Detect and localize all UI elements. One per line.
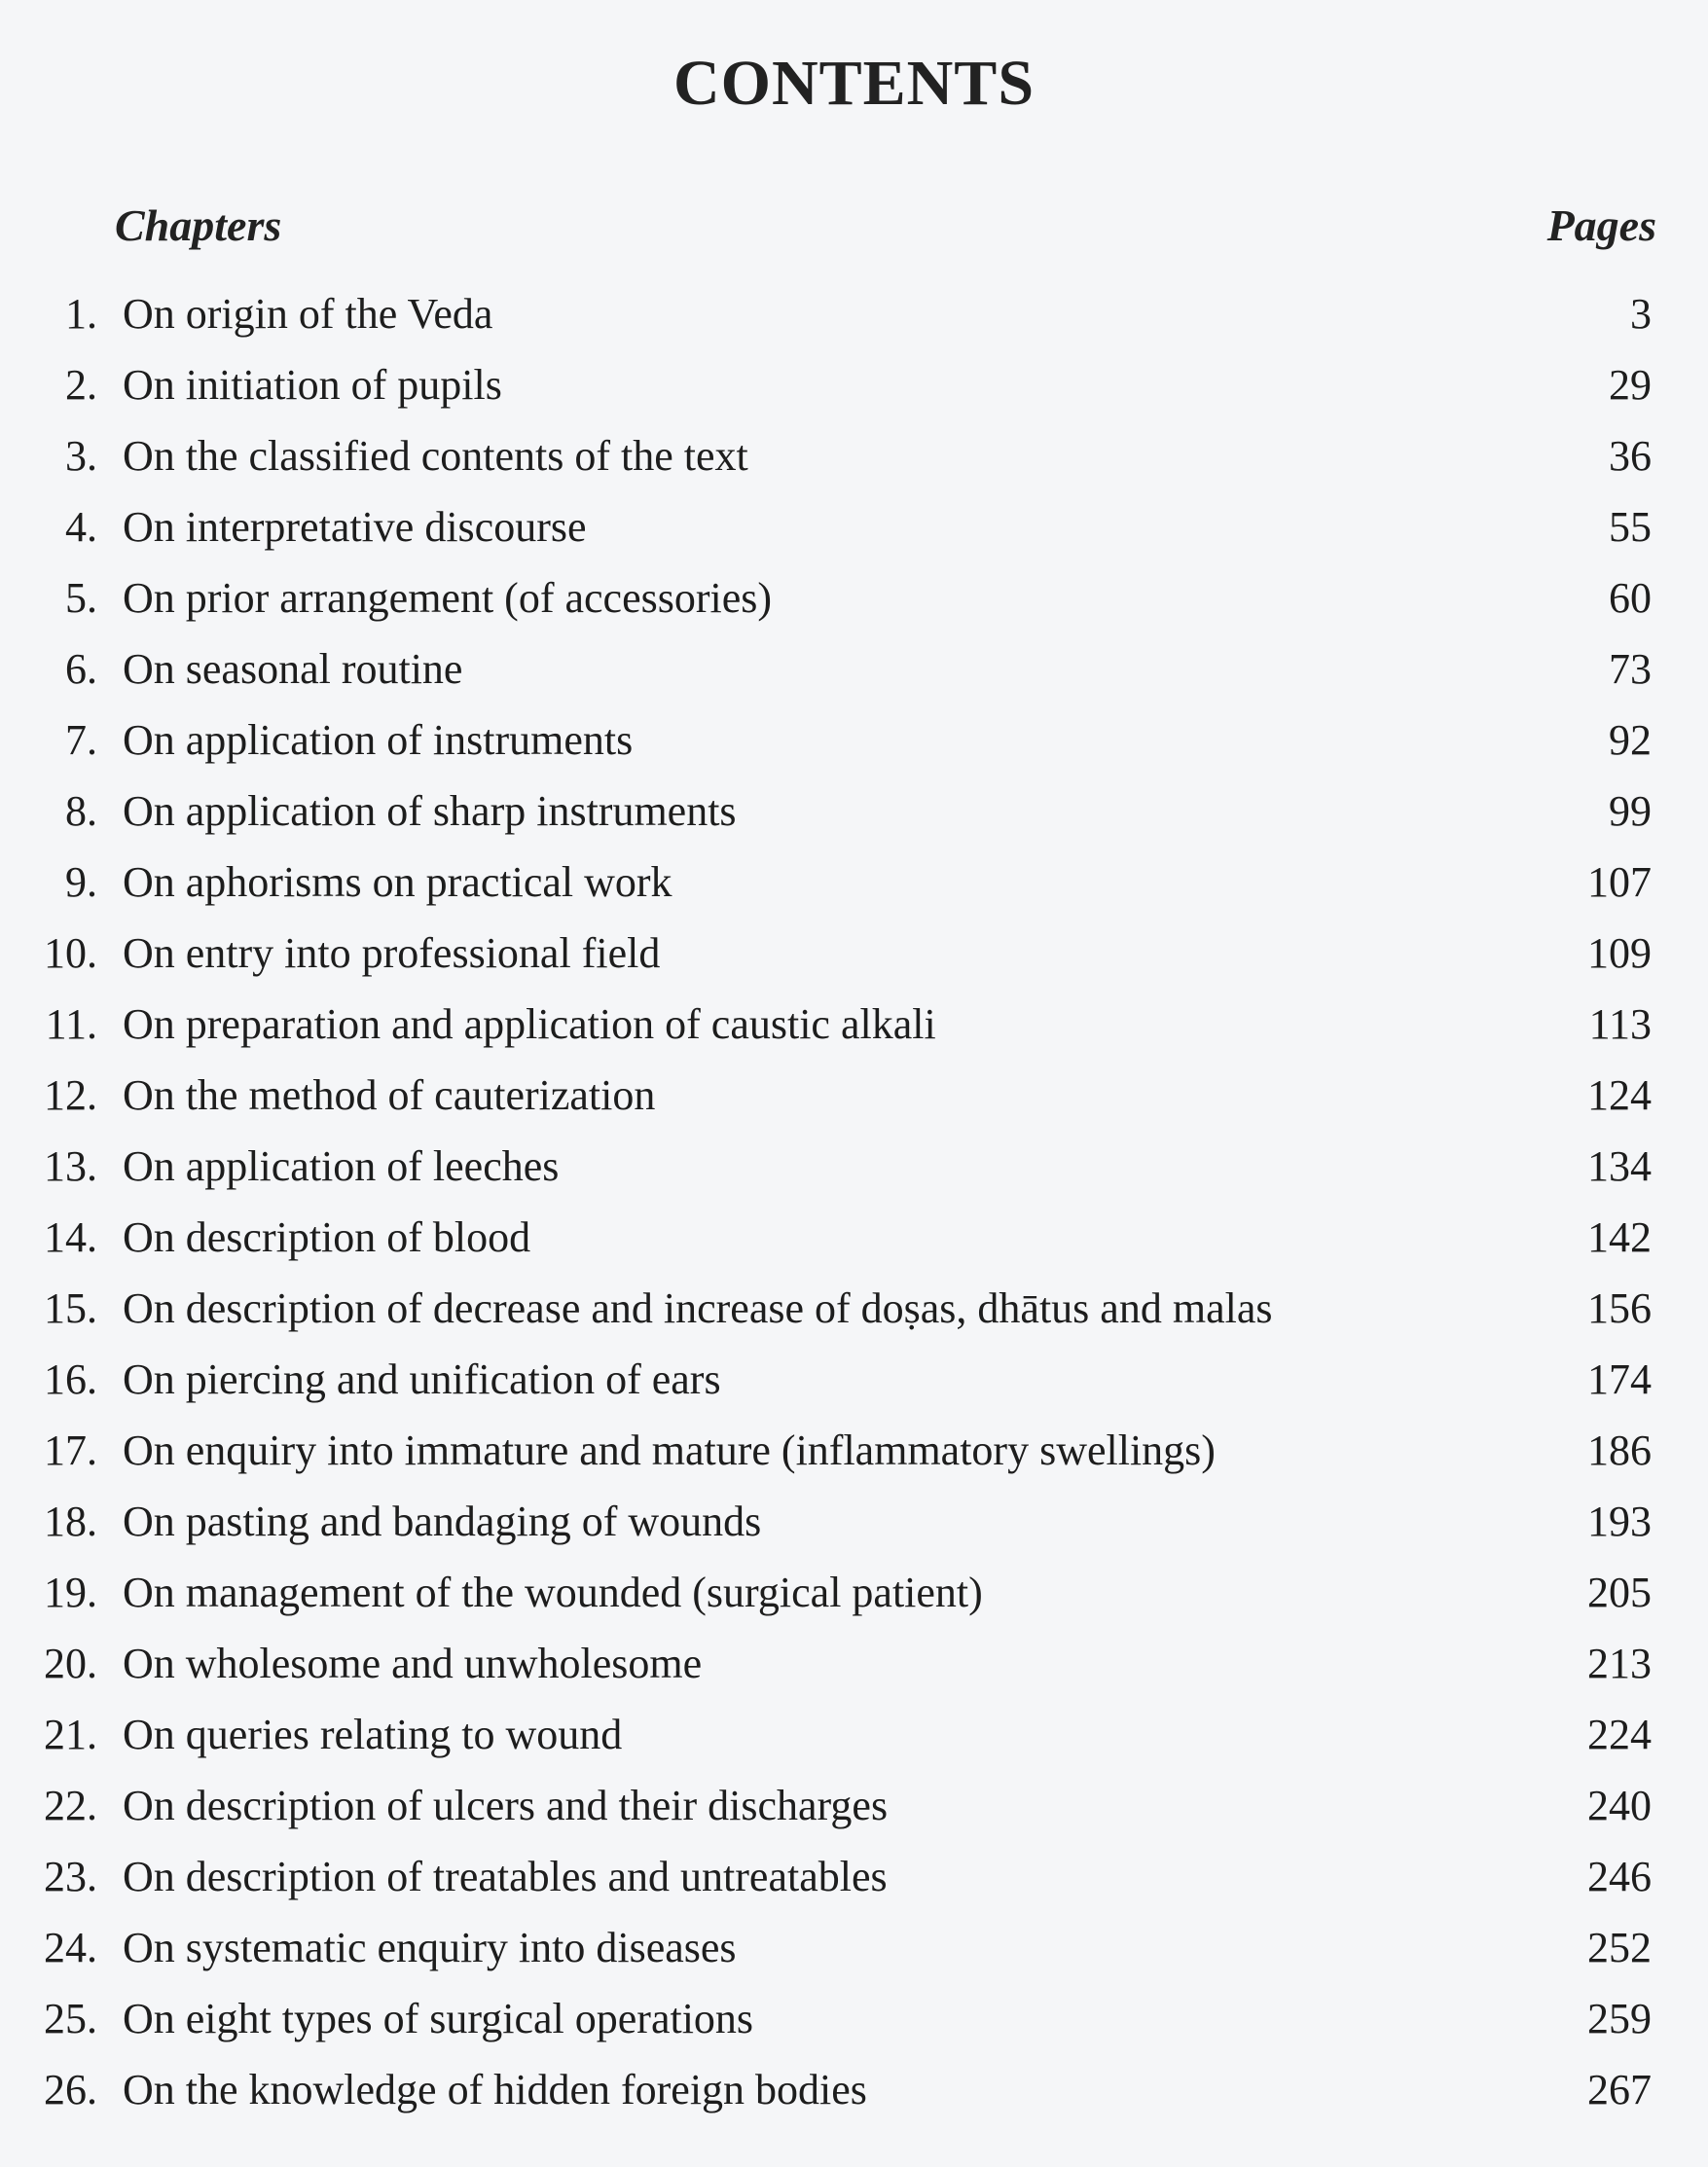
chapter-page-number: 142 [1587,1213,1652,1261]
chapter-number: 11. [45,1000,97,1048]
chapter-number: 9. [65,858,97,906]
chapter-number: 24. [44,1924,97,1971]
chapter-title: On wholesome and unwholesome [123,1640,703,1687]
chapter-title: On preparation and application of caustic alkali [123,1000,936,1048]
chapter-page-number: 107 [1587,858,1652,906]
chapter-page-number: 73 [1609,645,1652,693]
chapter-number: 7. [65,716,97,764]
toc-entry [0,704,1708,776]
toc-entry [0,1131,1708,1202]
chapter-number: 12. [44,1071,97,1119]
chapter-title: On description of ulcers and their discharges [123,1782,889,1829]
chapter-page-number: 267 [1587,2066,1652,2113]
toc-entry [0,349,1708,420]
chapter-title: On the classified contents of the text [123,432,748,480]
toc-entry [0,1557,1708,1628]
chapter-number: 10. [44,929,97,977]
chapter-page-number: 36 [1609,432,1652,480]
pages-column-header: Pages [1546,200,1656,250]
chapter-page-number: 213 [1587,1640,1652,1687]
chapter-title: On origin of the Veda [123,290,493,338]
chapter-title: On enquiry into immature and mature (inflammatory swellings) [123,1427,1216,1474]
chapter-page-number: 240 [1587,1782,1652,1829]
chapter-number: 6. [65,645,97,693]
chapter-number: 25. [44,1995,97,2042]
chapter-title: On the knowledge of hidden foreign bodies [123,2066,867,2113]
chapter-title: On eight types of surgical operations [123,1995,754,2042]
toc-entry [0,1983,1708,2054]
toc-entry [0,633,1708,704]
chapter-page-number: 246 [1587,1853,1652,1900]
chapter-page-number: 92 [1609,716,1652,764]
toc-entry [0,1415,1708,1486]
chapter-title: On aphorisms on practical work [123,858,672,906]
chapter-title: On entry into professional field [123,929,661,977]
chapter-number: 13. [44,1142,97,1190]
chapter-title: On queries relating to wound [123,1711,623,1758]
toc-entry [0,1699,1708,1770]
chapter-number: 22. [44,1782,97,1829]
toc-entry [0,1060,1708,1131]
toc-entry [0,1912,1708,1983]
chapter-page-number: 186 [1587,1427,1652,1474]
chapter-title: On interpretative discourse [123,503,587,551]
toc-entry [0,278,1708,349]
chapter-title: On description of treatables and untreatables [123,1853,888,1900]
chapter-page-number: 224 [1587,1711,1652,1758]
chapter-page-number: 113 [1588,1000,1652,1048]
chapter-number: 17. [44,1427,97,1474]
chapter-page-number: 109 [1587,929,1652,977]
toc-entry [0,1770,1708,1841]
chapter-title: On piercing and unification of ears [123,1355,721,1403]
chapter-title: On application of leeches [123,1142,560,1190]
chapter-number: 23. [44,1853,97,1900]
chapter-page-number: 99 [1609,787,1652,835]
chapter-title: On prior arrangement (of accessories) [123,574,773,622]
toc-entry [0,1486,1708,1557]
chapter-number: 2. [65,361,97,409]
chapter-title: On application of sharp instruments [123,787,737,835]
page-title: CONTENTS [672,48,1036,119]
chapter-title: On management of the wounded (surgical patient) [123,1569,983,1616]
toc-entry [0,918,1708,989]
chapter-number: 18. [44,1498,97,1545]
toc-entry [0,2054,1708,2125]
chapter-page-number: 29 [1609,361,1652,409]
chapter-number: 19. [44,1569,97,1616]
chapter-title: On initiation of pupils [123,361,502,409]
chapter-number: 14. [44,1213,97,1261]
chapter-number: 8. [65,787,97,835]
chapter-title: On description of blood [123,1213,531,1261]
chapter-page-number: 55 [1609,503,1652,551]
chapter-page-number: 60 [1609,574,1652,622]
chapter-number: 26. [44,2066,97,2113]
toc-entry [0,1344,1708,1415]
chapter-number: 16. [44,1355,97,1403]
chapter-title: On seasonal routine [123,645,463,693]
chapter-page-number: 193 [1587,1498,1652,1545]
chapter-title: On the method of cauterization [123,1071,656,1119]
chapter-page-number: 205 [1587,1569,1652,1616]
chapters-column-header: Chapters [115,200,282,250]
chapter-number: 4. [65,503,97,551]
toc-entry [0,847,1708,918]
chapter-number: 21. [44,1711,97,1758]
chapter-page-number: 259 [1587,1995,1652,2042]
chapter-number: 15. [44,1284,97,1332]
toc-entry [0,1628,1708,1699]
toc-entry [0,776,1708,847]
toc-entry [0,562,1708,633]
toc-entry [0,989,1708,1060]
chapter-title: On systematic enquiry into diseases [123,1924,737,1971]
chapter-page-number: 134 [1587,1142,1652,1190]
chapter-page-number: 3 [1630,290,1652,338]
toc-entry [0,1841,1708,1912]
chapter-title: On pasting and bandaging of wounds [123,1498,762,1545]
chapter-page-number: 252 [1587,1924,1652,1971]
toc-entry [0,1273,1708,1344]
chapter-number: 20. [44,1640,97,1687]
toc-entry [0,491,1708,562]
chapter-page-number: 174 [1587,1355,1652,1403]
chapter-number: 1. [65,290,97,338]
chapter-page-number: 124 [1587,1071,1652,1119]
toc-entry [0,1202,1708,1273]
toc-entry [0,420,1708,491]
chapter-page-number: 156 [1587,1284,1652,1332]
chapter-title: On description of decrease and increase of doṣas, dhātus and malas [123,1284,1273,1332]
chapter-number: 5. [65,574,97,622]
chapter-number: 3. [65,432,97,480]
chapter-title: On application of instruments [123,716,634,764]
